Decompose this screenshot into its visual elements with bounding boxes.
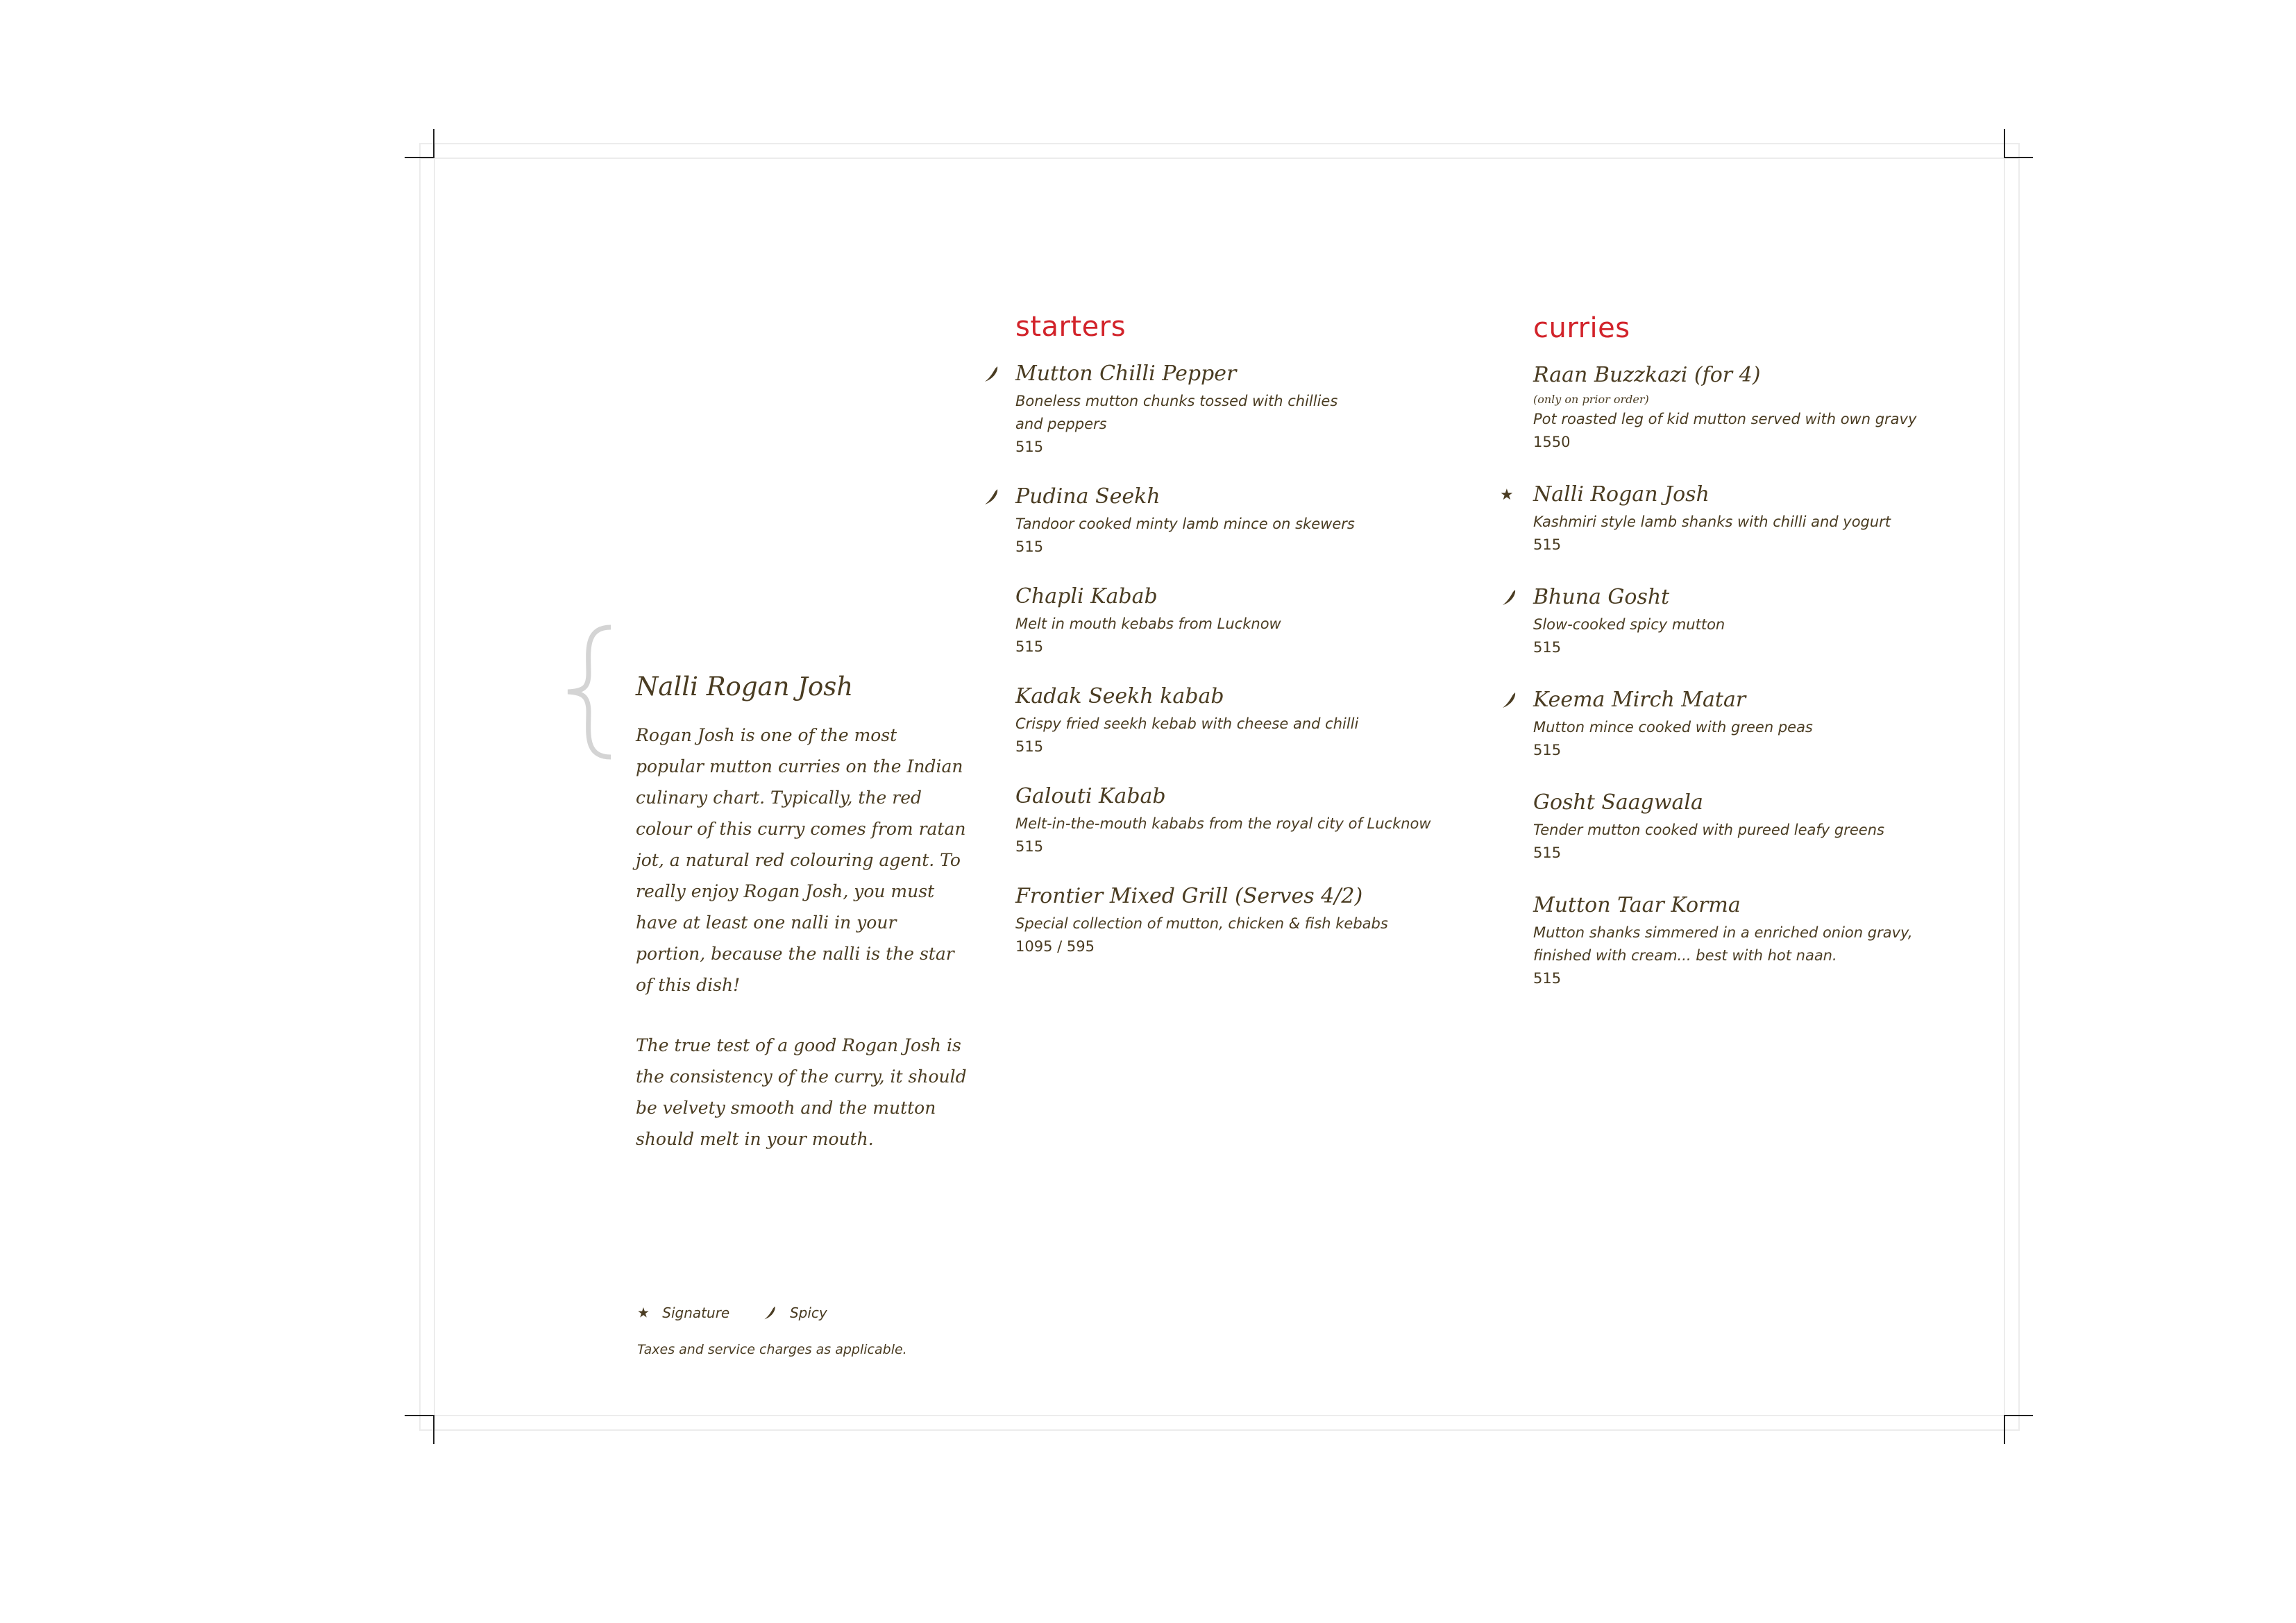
crop-mark-br-h: [2004, 1415, 2033, 1416]
item-note: (only on prior order): [1533, 393, 1649, 406]
starters-list: [1015, 358, 1446, 958]
bleed-line-bottom: [419, 1415, 2019, 1416]
item-name: Galouti Kabab: [1015, 784, 1166, 808]
item-description: Pot roasted leg of kid mutton served with own gravy: [1533, 411, 1917, 427]
menu-item: [1533, 787, 1950, 865]
feature-title: Nalli Rogan Josh: [636, 672, 854, 702]
brace-ornament: [564, 624, 612, 760]
menu-item: [1015, 481, 1446, 559]
item-name: Bhuna Gosht: [1533, 585, 1670, 609]
menu-item: [1533, 684, 1950, 762]
chilli-icon: [762, 1305, 777, 1320]
star-icon: ★: [1500, 486, 1514, 503]
item-name: Nalli Rogan Josh: [1533, 482, 1710, 507]
item-description: Melt-in-the-mouth kababs from the royal city of Lucknow: [1015, 815, 1431, 832]
crop-mark-tr-h: [2004, 157, 2033, 158]
trim-line-left: [434, 143, 435, 1431]
item-name: Pudina Seekh: [1015, 484, 1160, 509]
trim-line-bottom: [419, 1429, 2019, 1431]
item-price: 515: [1015, 439, 1044, 455]
item-name: Frontier Mixed Grill (Serves 4/2): [1015, 884, 1363, 908]
item-name: Chapli Kabab: [1015, 584, 1158, 609]
item-price: 515: [1533, 536, 1562, 553]
item-price: 515: [1015, 738, 1044, 755]
crop-mark-br-v: [2004, 1415, 2005, 1444]
item-price: 515: [1015, 538, 1044, 555]
feature-paragraph: Rogan Josh is one of the most popular mutton curries on the Indian culinary chart. Typically, the red colour of this curry comes from ratan jot, a natural red colouring agent. To really enjoy Rogan Josh, you must have at least one nalli in your portion, because the nalli is the star of this dish!: [636, 725, 966, 995]
menu-item: [1500, 479, 1950, 556]
menu-item: [1533, 581, 1950, 659]
item-name: Keema Mirch Matar: [1533, 688, 1746, 712]
item-description: Boneless mutton chunks tossed with chillies and peppers: [1015, 393, 1338, 432]
menu-item: [1015, 681, 1446, 758]
item-description: Special collection of mutton, chicken & fish kebabs: [1015, 915, 1388, 932]
menu-item: [1015, 358, 1446, 459]
crop-mark-bl-h: [405, 1415, 434, 1416]
item-price: 515: [1533, 970, 1562, 987]
feature-panel: [636, 670, 969, 1184]
chilli-icon: [982, 488, 1000, 506]
crop-mark-tl-h: [405, 157, 434, 158]
chilli-icon: [1500, 588, 1518, 606]
trim-line-right: [2004, 143, 2005, 1431]
section-title-curries: curries: [1533, 312, 1630, 344]
item-description: Crispy fried seekh kebab with cheese and chilli: [1015, 715, 1359, 732]
item-description: Melt in mouth kebabs from Lucknow: [1015, 615, 1281, 632]
tax-note: Taxes and service charges as applicable.: [637, 1341, 907, 1357]
item-description: Kashmiri style lamb shanks with chilli and yogurt: [1533, 513, 1891, 530]
crop-mark-bl-v: [433, 1415, 434, 1444]
crop-mark-tr-v: [2004, 129, 2005, 158]
item-name: Mutton Chilli Pepper: [1015, 362, 1237, 386]
item-price: 1550: [1533, 434, 1571, 450]
item-description: Mutton shanks simmered in a enriched onion gravy, finished with cream... best with hot naan.: [1533, 924, 1913, 964]
item-price: 1095 / 595: [1015, 938, 1095, 955]
bleed-line-top: [419, 143, 2019, 144]
item-price: 515: [1015, 838, 1044, 855]
bleed-line-left: [419, 143, 421, 1431]
item-description: Tandoor cooked minty lamb mince on skewers: [1015, 516, 1355, 532]
item-price: 515: [1533, 742, 1562, 758]
item-name: Gosht Saagwala: [1533, 790, 1703, 815]
chilli-icon: [1500, 691, 1518, 709]
legend-signature: Signature: [662, 1304, 730, 1321]
menu-item: [1015, 781, 1446, 858]
legend-spicy: Spicy: [789, 1304, 827, 1321]
trim-line-top: [419, 158, 2019, 159]
starters-section: [1015, 311, 1446, 980]
menu-item: [1533, 359, 1950, 454]
item-name: Raan Buzzkazi (for 4): [1533, 363, 1761, 387]
curries-list: [1500, 359, 1950, 990]
item-description: Mutton mince cooked with green peas: [1533, 719, 1813, 736]
menu-item: [1015, 881, 1446, 958]
bleed-line-right: [2018, 143, 2020, 1431]
item-price: 515: [1533, 844, 1562, 861]
crop-mark-tl-v: [433, 129, 434, 158]
item-price: 515: [1015, 638, 1044, 655]
item-description: Tender mutton cooked with pureed leafy greens: [1533, 822, 1884, 838]
item-name: Mutton Taar Korma: [1533, 893, 1741, 917]
menu-item: [1533, 890, 1950, 990]
curries-section: [1500, 312, 1950, 1015]
chilli-icon: [982, 365, 1000, 383]
legend: [637, 1303, 907, 1357]
item-description: Slow-cooked spicy mutton: [1533, 616, 1725, 633]
star-icon: ★: [637, 1304, 650, 1321]
item-name: Kadak Seekh kabab: [1015, 684, 1224, 708]
section-title-starters: starters: [1015, 311, 1126, 343]
menu-item: [1015, 581, 1446, 658]
item-price: 515: [1533, 639, 1562, 656]
feature-paragraph: The true test of a good Rogan Josh is the consistency of the curry, it should be velvety smooth and the mutton should melt in your mouth.: [636, 1035, 967, 1149]
